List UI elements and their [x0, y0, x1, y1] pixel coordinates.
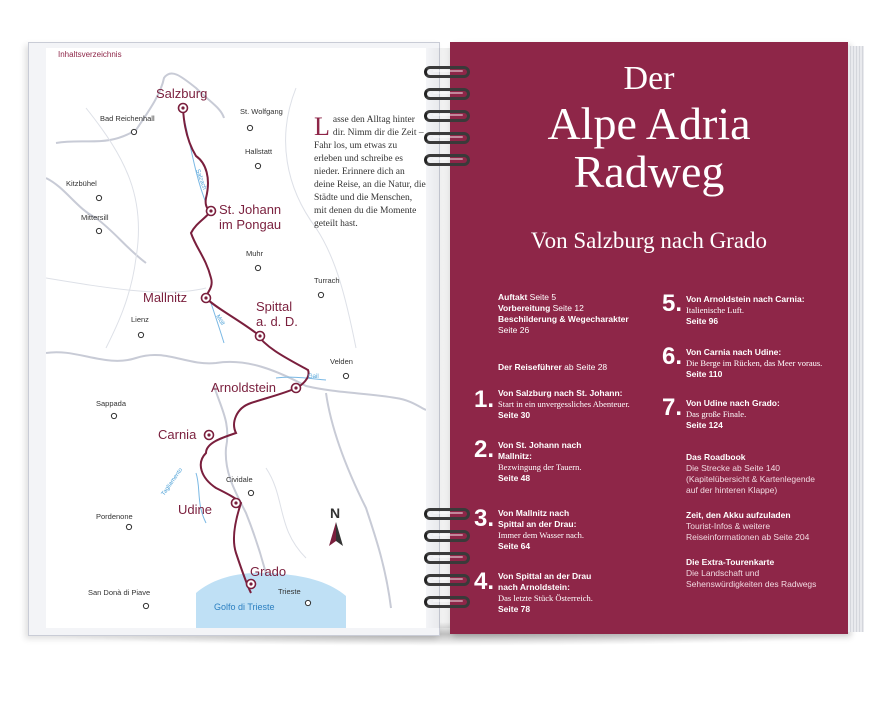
label-bad-reichenhall: Bad Reichenhall — [100, 114, 155, 123]
toc-entry-vorbereitung[interactable]: Vorbereitung Seite 12 — [498, 303, 584, 313]
label-salzburg: Salzburg — [156, 86, 208, 101]
label-arnoldstein: Arnoldstein — [211, 380, 277, 395]
toc-intro-block — [498, 292, 668, 336]
chapter-number-7: 7. — [662, 394, 683, 421]
toc-entry-reisefuehrer[interactable]: Der Reiseführer ab Seite 28 — [498, 362, 608, 372]
label-spittal: Spittal — [256, 299, 293, 314]
label-im-pongau: im Pongau — [219, 217, 282, 232]
label-river-moell: Möll — [214, 314, 225, 327]
label-mittersill: Mittersill — [81, 213, 109, 222]
title-line-2: Radweg — [573, 146, 725, 197]
chapter-number-4: 4. — [474, 568, 495, 595]
label-hallstatt: Hallstatt — [245, 147, 273, 156]
drop-cap: L — [314, 112, 330, 141]
label-st-johann: St. Johann — [219, 202, 282, 217]
label-river-salzach: Salzach — [194, 168, 208, 191]
label-river-gail: Gail — [308, 374, 319, 380]
label-lienz: Lienz — [131, 315, 149, 324]
label-velden: Velden — [330, 357, 353, 366]
label-sappada: Sappada — [96, 399, 127, 408]
toc-chapter-6[interactable]: Von Carnia nach Udine: Die Berge im Rücken, das Meer voraus. Seite 110 — [686, 347, 823, 379]
label-trieste: Trieste — [278, 587, 301, 596]
chapter-number-5: 5. — [662, 290, 683, 317]
toc-chapter-2[interactable]: Von St. Johann nach Mallnitz: Bezwingung der Tauern. Seite 48 — [498, 440, 582, 483]
label-river-tagliamento: Tagliamento — [160, 467, 185, 498]
chapter-number-3: 3. — [474, 505, 495, 532]
toc-entry-auftakt[interactable]: Auftakt Seite 5 — [498, 292, 557, 302]
rivers — [184, 118, 326, 523]
toc-roadbook[interactable]: Das Roadbook Die Strecke ab Seite 140 (Kapitelübersicht & Kartenlegende auf der hinteren Klappe) — [686, 452, 815, 495]
label-turrach: Turrach — [314, 276, 340, 285]
page-edges — [848, 46, 864, 632]
toc-chapter-4[interactable]: Von Spittal an der Drau nach Arnoldstein: Das letzte Stück Österreich. Seite 78 — [498, 571, 593, 614]
toc-akku[interactable]: Zeit, den Akku aufzuladen Tourist-Infos & weitere Reiseinformationen ab Seite 204 — [686, 510, 810, 542]
toc-chapter-7[interactable]: Von Udine nach Grado: Das große Finale. Seite 124 — [686, 398, 780, 430]
label-udine: Udine — [178, 502, 212, 517]
chapter-number-1: 1. — [474, 386, 495, 413]
label-mallnitz: Mallnitz — [143, 290, 188, 305]
label-san-dona-di-piave: San Donà di Piave — [88, 588, 151, 597]
page-header: Inhaltsverzeichnis — [58, 50, 122, 59]
intro-text — [314, 114, 426, 231]
label-kitzbuehel: Kitzbühel — [66, 179, 97, 188]
toc-chapter-5[interactable]: Von Arnoldstein nach Carnia: Italienische Luft. Seite 96 — [686, 294, 805, 326]
place-markers — [96, 125, 348, 608]
north-arrow-icon — [329, 505, 343, 546]
label-a-d-d: a. d. D. — [256, 314, 298, 329]
toc-entry-beschilderung[interactable]: Beschilderung & Wegecharakter Seite 26 — [498, 314, 629, 335]
label-st-wolfgang: St. Wolfgang — [240, 107, 283, 116]
label-sea: Golfo di Trieste — [214, 602, 275, 612]
label-pordenone: Pordenone — [96, 512, 133, 521]
chapter-number-2: 2. — [474, 436, 495, 463]
toc-chapter-1[interactable]: Von Salzburg nach St. Johann: Start in ein unvergessliches Abenteuer. Seite 30 — [498, 388, 630, 420]
toc-chapter-3[interactable]: Von Mallnitz nach Spittal an der Drau: Immer dem Wasser nach. Seite 64 — [498, 508, 585, 551]
title-der: Der — [623, 60, 675, 97]
toc-extra-tourenkarte[interactable]: Die Extra-Tourenkarte Die Landschaft und Sehenswürdigkeiten des Radwegs — [686, 557, 817, 589]
title-main — [450, 100, 848, 196]
title-line-1: Alpe Adria — [547, 98, 751, 149]
sea-area — [196, 573, 346, 628]
region-lines — [46, 88, 356, 558]
label-carnia: Carnia — [158, 427, 197, 442]
label-cividale: Cividale — [226, 475, 253, 484]
intro-body: asse den Alltag hinter dir. Nimm dir die Zeit – Fahr los, um etwas zu erleben und schreibe es nieder. Erinnere dich an deine Reise, an die Natur, die Städte und die Menschen, mit denen du die Momente geteilt hast. — [314, 115, 426, 229]
label-grado: Grado — [250, 564, 287, 579]
chapter-number-6: 6. — [662, 343, 683, 370]
svg-text:N: N — [330, 505, 341, 521]
subtitle: Von Salzburg nach Grado — [530, 228, 768, 253]
label-muhr: Muhr — [246, 249, 264, 258]
